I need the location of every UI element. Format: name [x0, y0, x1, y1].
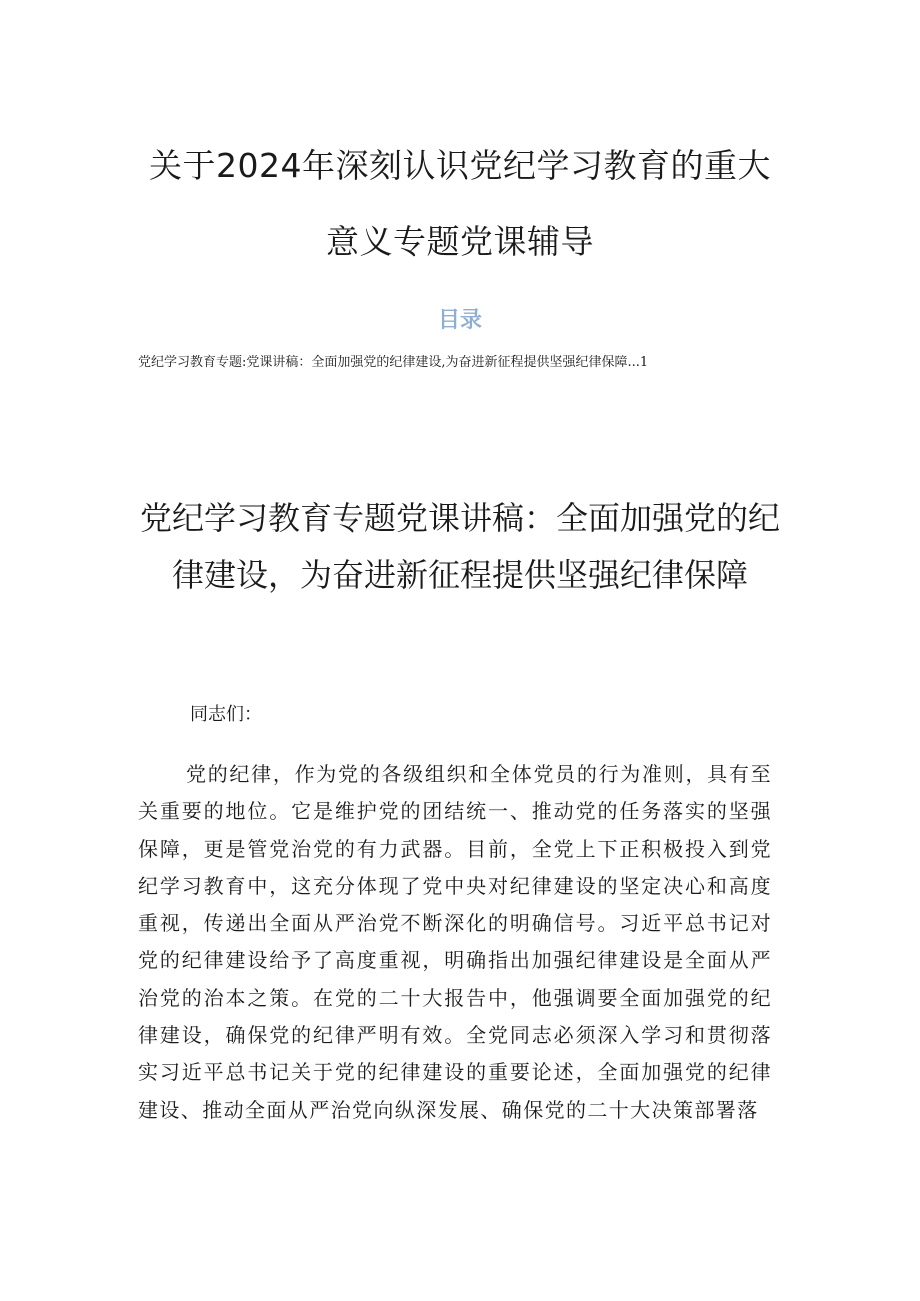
toc-entry-page-number: 1: [639, 355, 649, 370]
section-title: 党纪学习教育专题党课讲稿：全面加强党的纪律建设，为奋进新征程提供坚强纪律保障: [140, 499, 781, 594]
body-paragraph: 党的纪律，作为党的各级组织和全体党员的行为准则，具有至关重要的地位。它是维护党的团结统一、推动党的任务落实的坚强保障，更是管党治党的有力武器。目前，全党上下正积极投入到党纪学习教育中，这充分体现了党中央对纪律建设的坚定决心和高度重视，传递出全面从严治党不断深化的明确信号。习近平总书记对党的纪律建设给予了高度重视，明确指出加强纪律建设是全面从严治党的治本之策。在党的二十大报告中，他强调要全面加强党的纪律建设，确保党的纪律严明有效。全党同志必须深入学习和贯彻落实习近平总书记关于党的纪律建设的重要论述，全面加强党的纪律建设、推动全面从严治党向纵深发展、确保党的二十大决策部署落: [138, 762, 772, 1122]
toc-heading: 目录: [437, 308, 482, 333]
document-title: 关于2024年深刻认识党纪学习教育的重大意义专题党课辅导: [149, 146, 771, 261]
toc-entry-text: 党纪学习教育专题:党课讲稿：全面加强党的纪律建设,为奋进新征程提供坚强纪律保障: [138, 355, 628, 370]
toc-entry-leader: ...: [627, 355, 640, 370]
toc-entry[interactable]: [138, 353, 778, 373]
salutation: 同志们：: [190, 704, 262, 725]
